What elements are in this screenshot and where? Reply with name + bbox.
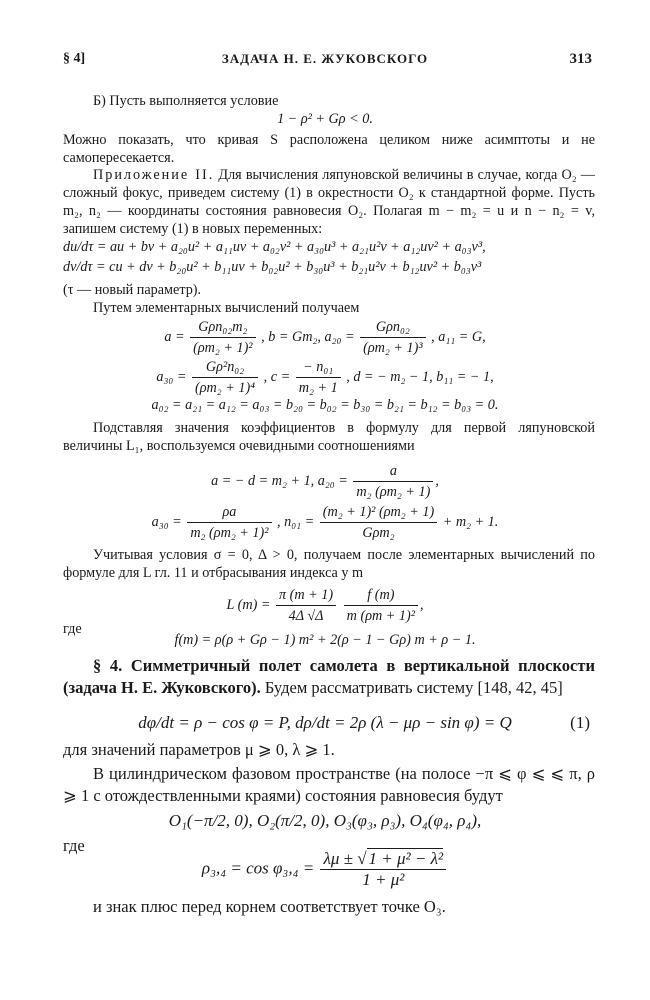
case-b-intro: Б) Пусть выполняется условие (93, 93, 279, 109)
a11-value: , a₁₁ = G, (431, 328, 486, 345)
phase-space-paragraph: В цилиндрическом фазовом пространстве (на полосе −π ⩽ φ ⩽ ⩽ π, ρ ⩾ 1 с отождествленными краями) состояния равновесия будут (63, 764, 595, 805)
rel2-den: m₂ (ρm₂ + 1)² (190, 525, 269, 541)
paragraph-asymptote: Можно показать, что кривая S расположена целиком ниже асимптоты и не самопересекается. (63, 132, 595, 166)
a20-fraction (360, 318, 425, 357)
running-title: ЗАДАЧА Н. Е. ЖУКОВСКОГО (221, 51, 429, 66)
parameter-range: для значений параметров μ ⩾ 0, λ ⩾ 1. (63, 740, 335, 759)
condition-b: 1 − ρ² + Gρ < 0. (277, 111, 373, 127)
rel2-fraction (187, 503, 271, 542)
a-fraction (190, 318, 255, 357)
L-den-2: m (ρm + 1)² (346, 608, 415, 624)
rel1-lhs: a = − d = m₂ + 1, a₂₀ = (211, 472, 348, 489)
section-4-paragraph (63, 655, 595, 699)
a20-lhs: a₂₀ = (324, 328, 355, 345)
equilibrium-points: O₁(−π/2, 0), O₂(π/2, 0), O₃(φ₃, ρ₃), O₄(φ₄, ρ₄), (168, 811, 482, 830)
n01-tail: + m₂ + 1. (442, 513, 499, 530)
b-value: , b = Gm₂, (261, 328, 321, 345)
appendix-text: Для вычисления ляпуновской величины в случае, когда O₂ — сложный фокус, приведем систему (1) в окрестности O₂ к стандартной форме. Пусть m₂, n₂ — координаты состояния равновесия O₂. Полагая m − m₂ = u и n − n₂ = v, запишем систему (1) в новых переменных: (63, 167, 595, 237)
closing-line: и знак плюс перед корнем соответствует точке O₃. (93, 897, 446, 916)
a-den: (ρm₂ + 1)² (193, 340, 253, 356)
tau-note: (τ — новый параметр). (63, 282, 202, 298)
section-4-intro: Будем рассматривать систему [148, 42, 45] (260, 678, 563, 697)
section-4-heading: § 4. Симметричный полет самолета в вертикальной плоскости (задача Н. Е. Жуковского). (63, 656, 595, 697)
a20-den: (ρm₂ + 1)³ (363, 340, 423, 356)
n01-den: Gρm₂ (362, 525, 395, 541)
zero-coefficients: a₀₂ = a₂₁ = a₁₂ = a₀₃ = b₂₀ = b₀₂ = b₃₀ = b₂₁ = b₁₂ = b₀₃ = 0. (151, 397, 499, 413)
rho-radicand: 1 + μ² − λ² (368, 849, 444, 868)
a20-num: Gρn₀₂ (360, 318, 425, 338)
rel1-den: m₂ (ρm₂ + 1) (356, 484, 431, 500)
running-section: § 4] (63, 51, 86, 66)
relation-row-2 (0, 503, 650, 542)
c-num: − n₀₁ (296, 358, 341, 378)
rho-den: 1 + μ² (362, 870, 405, 889)
n01-num: (m₂ + 1)² (ρm₂ + 1) (320, 503, 437, 523)
rho-fraction (320, 850, 446, 889)
coef-row-1 (0, 318, 650, 357)
rel1-num: a (353, 462, 433, 482)
f-definition: f(m) = ρ(ρ + Gρ − 1) m² + 2(ρ − 1 − Gρ) m + ρ − 1. (174, 632, 476, 648)
system-eq-1: du/dτ = au + bv + a₂₀u² + a₁₁uv + a₀₂v² + a₃₀u³ + a₂₁u²v + a₁₂uv² + a₀₃v³, (63, 239, 486, 255)
n01-fraction (320, 503, 437, 542)
rel2-lhs: a₃₀ = (151, 513, 182, 530)
system-eq-2: dv/dτ = cu + dv + b₂₀u² + b₁₁uv + b₀₂u² + b₃₀u³ + b₂₁u²v + b₁₂uv² + b₀₃v³ (63, 259, 482, 275)
rho-num-a: λμ ± (323, 849, 358, 868)
rho-formula (0, 850, 650, 889)
where-1: где (63, 621, 82, 637)
conditions-paragraph: Учитывая условия σ = 0, Δ > 0, получаем после элементарных вычислений по формуле для L гл. 11 и отбрасывания индекса у m (63, 547, 595, 581)
computation-intro: Путем элементарных вычислений получаем (93, 300, 360, 316)
L-num-1: π (m + 1) (276, 586, 336, 606)
substitution-paragraph: Подставляя значения коэффициентов в формулу для первой ляпуновской величины L₁, воспользуемся очевидными соотношениями (63, 420, 595, 454)
L-den-1: 4Δ √Δ (288, 608, 324, 624)
a-lhs: a = (164, 328, 185, 345)
rho-lhs: ρ₃,₄ = cos φ₃,₄ = (201, 858, 315, 878)
sqrt-icon: √ (357, 849, 367, 868)
L-num-2: f (m) (344, 586, 418, 606)
relation-row-1: a = − d = m₂ + 1, a₂₀ = $\frac{a}{\text{m₂ (ρm₂ + 1)}}$ , (211, 463, 439, 500)
a30-den: (ρm₂ + 1)⁴ (194, 380, 256, 396)
d-value: , d = − m₂ − 1, b₁₁ = − 1, (346, 368, 494, 385)
rho-num (320, 850, 446, 870)
main-system: dφ/dt = ρ − cos φ = P, dρ/dt = 2ρ (λ − μρ − sin φ) = Q (138, 713, 512, 732)
coef-row-2 (0, 358, 650, 397)
c-den: m₂ + 1 (298, 380, 338, 396)
lyapunov-formula: L (m) = $\frac{\pi (m + 1)}{4\Delta √\Delta}$ $\frac{f (m)}{\text{m (ρm + 1)²}}$ , (226, 587, 424, 624)
rel1-fraction (353, 462, 433, 501)
n01-lhs: , n₀₁ = (277, 513, 315, 530)
c-lhs: , c = (263, 368, 291, 385)
a30-lhs: a₃₀ = (156, 368, 187, 385)
equation-number: (1) (570, 713, 590, 732)
c-fraction (296, 358, 341, 397)
appendix-heading: Приложение II. (93, 167, 215, 183)
where-2: где (63, 836, 85, 855)
appendix-paragraph (63, 166, 595, 238)
rel2-num: ρa (187, 503, 271, 523)
a30-num: Gρ²n₀₂ (192, 358, 258, 378)
a-num: Gρn₀₂m₂ (190, 318, 255, 338)
a30-fraction (192, 358, 258, 397)
L-lhs: L (m) = (226, 596, 271, 613)
page-number: 313 (569, 51, 592, 67)
